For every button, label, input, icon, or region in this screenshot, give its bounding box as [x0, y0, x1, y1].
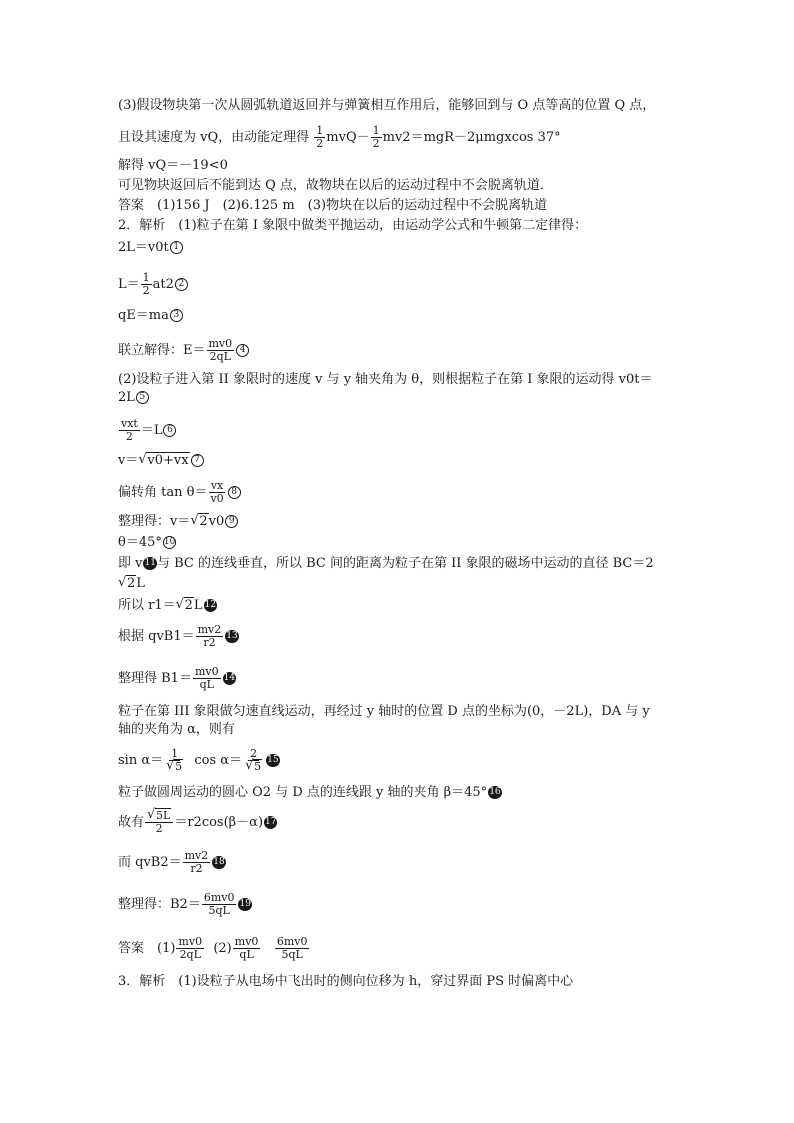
fraction: √ 5L 2: [145, 810, 173, 835]
eq-16: 粒子做圆周运动的圆心 O2 与 D 点的连线跟 y 轴的夹角 β＝45° 16: [118, 785, 501, 800]
p3-line1: (3)假设物块第一次从圆弧轨道返回并与弹簧相互作用后，能够回到与 O 点等高的位置 Q 点，: [118, 98, 656, 113]
circled-number: 3: [170, 309, 183, 322]
square-root: √ 5: [245, 758, 262, 773]
fraction: $\frac{1}{2}$: [372, 124, 380, 150]
circled-number: 14: [223, 673, 236, 683]
circled-number: 6: [163, 424, 176, 437]
fraction: $\frac{1}{2}$: [316, 124, 324, 150]
fraction: $\frac{\text{vxt}}{2}$: [121, 417, 138, 443]
circled-number: 15: [267, 755, 279, 765]
eq-2: L＝ $\frac{1}{2}$ at2 2: [118, 272, 188, 297]
eq-17: 故有 √ 5L 2 ＝r2cos(β－α) 17: [118, 807, 277, 835]
p3-line4: 可见物块返回后不能到达 Q 点，故物块在以后的运动过程中不会脱离轨道．: [118, 178, 553, 193]
eq-7: v＝ √ v0+vx 7: [118, 453, 204, 469]
s2-para3-line2: 轴的夹角为 α，则有: [118, 722, 235, 737]
square-root: √ 2: [190, 513, 208, 529]
fraction: $\frac{6mv0}{5qL}$: [276, 935, 308, 961]
p3-line2-text: 且设其速度为 vQ，由动能定理得: [118, 130, 310, 145]
eq-4: 联立解得：E＝ $\frac{mv0}{2qL}$ 4: [118, 338, 249, 363]
eq-11-line1: 即 v 11与 BC 的连线垂直，所以 BC 间的距离为粒子在第 II 象限的磁场中运动的直径 BC＝2: [118, 556, 654, 571]
s2-heading: 2．解析 (1)粒子在第 I 象限中做类平抛运动，由运动学公式和牛顿第二定律得：: [118, 218, 588, 233]
circled-number: 17: [265, 817, 277, 827]
eq-11-line2: √ 2L: [118, 575, 145, 591]
square-root: √ 2: [175, 597, 193, 613]
eq-8: 偏转角 tan θ＝ $\frac{vx}{v0}$ 8: [118, 480, 241, 505]
circled-number: 13: [226, 631, 238, 641]
eq-15: sin α＝ 1 √ 5 cos α＝ 2 √ 5 15: [118, 747, 279, 773]
eq-3: qE＝ma 3: [118, 308, 183, 324]
circled-number: 4: [236, 344, 249, 357]
eq-14: 整理得 B1＝ $\frac{mv0}{qL}$ 14: [118, 665, 236, 691]
eq-19: 整理得：B2＝ $\frac{6mv0}{5qL}$ 19: [118, 891, 251, 917]
circled-number: 8: [228, 486, 241, 499]
s3-heading: 3．解析 (1)设粒子从电场中飞出时的侧向位移为 h，穿过界面 PS 时偏离中心: [118, 974, 574, 989]
circled-number: 1: [170, 241, 183, 254]
fraction: 2 √ 5: [245, 747, 262, 773]
circled-number: 19: [239, 899, 251, 909]
fraction: $\frac{mv0}{2qL}$: [178, 935, 203, 961]
circled-number: 11: [144, 558, 156, 568]
eq-13: 根据 qvB1＝ $\frac{mv2}{r2}$ 13: [118, 623, 238, 649]
eq-12: 所以 r1＝ √ 2L 12: [118, 597, 216, 613]
square-root: √ v0+vx: [138, 452, 189, 468]
fraction: $\frac{mv2}{r2}$: [197, 623, 222, 649]
circled-number: 9: [225, 515, 238, 528]
fraction: 1 √ 5: [166, 747, 183, 773]
fraction: $\frac{mv0}{qL}$: [194, 665, 219, 691]
fraction: $\frac{mv2}{r2}$: [184, 849, 209, 875]
fraction: $\frac{1}{2}$: [142, 271, 150, 297]
p3-line2: 且设其速度为 vQ，由动能定理得 $\frac{1}{2}$ mvQ－ $\frac{1}{2}$ mv2＝mgR－2μmgxcos 37°: [118, 124, 561, 150]
circled-number: 16: [489, 787, 501, 797]
p3-answer: 答案 (1)156 J (2)6.125 m (3)物块在以后的运动过程中不会脱离轨道: [118, 198, 548, 213]
s2-answer: 答案 (1) $\frac{mv0}{2qL}$ (2) $\frac{mv0}{qL}$ $\frac{6mv0}{5qL}$: [118, 935, 308, 961]
eq-10: θ＝45° 10: [118, 535, 176, 550]
circled-number: 7: [191, 454, 204, 467]
s2-para3-line1: 粒子在第 III 象限做匀速直线运动，再经过 y 轴时的位置 D 点的坐标为(0，－2L)，DA 与 y: [118, 704, 650, 719]
eq-18: 而 qvB2＝ $\frac{mv2}{r2}$ 18: [118, 849, 225, 875]
square-root: √ 5: [166, 758, 183, 773]
eq-9: 整理得：v＝ √ 2v0 9: [118, 514, 238, 530]
s2-para2-line2: 2L 5: [118, 390, 149, 406]
square-root: √ 5L: [147, 807, 171, 822]
fraction: $\frac{6mv0}{5qL}$: [203, 891, 235, 917]
s2-para2-line1: (2)设粒子进入第 II 象限时的速度 v 与 y 轴夹角为 θ，则根据粒子在第 I 象限的运动得 v0t＝: [118, 372, 653, 387]
eq-1: 2L＝v0t 1: [118, 240, 183, 256]
circled-number: 10: [163, 537, 176, 547]
fraction: $\frac{vx}{v0}$: [210, 479, 224, 505]
circled-number: 12: [204, 600, 216, 610]
circled-number: 2: [175, 278, 188, 291]
circled-number: 18: [213, 857, 225, 867]
fraction: $\frac{mv0}{qL}$: [234, 935, 259, 961]
fraction: $\frac{mv0}{2qL}$: [208, 337, 233, 363]
p3-line3: 解得 vQ＝－19<0: [118, 158, 228, 173]
square-root: √ 2: [118, 575, 136, 591]
eq-6: $\frac{\text{vxt}}{2}$ ＝L 6: [118, 418, 176, 443]
circled-number: 5: [136, 391, 149, 404]
